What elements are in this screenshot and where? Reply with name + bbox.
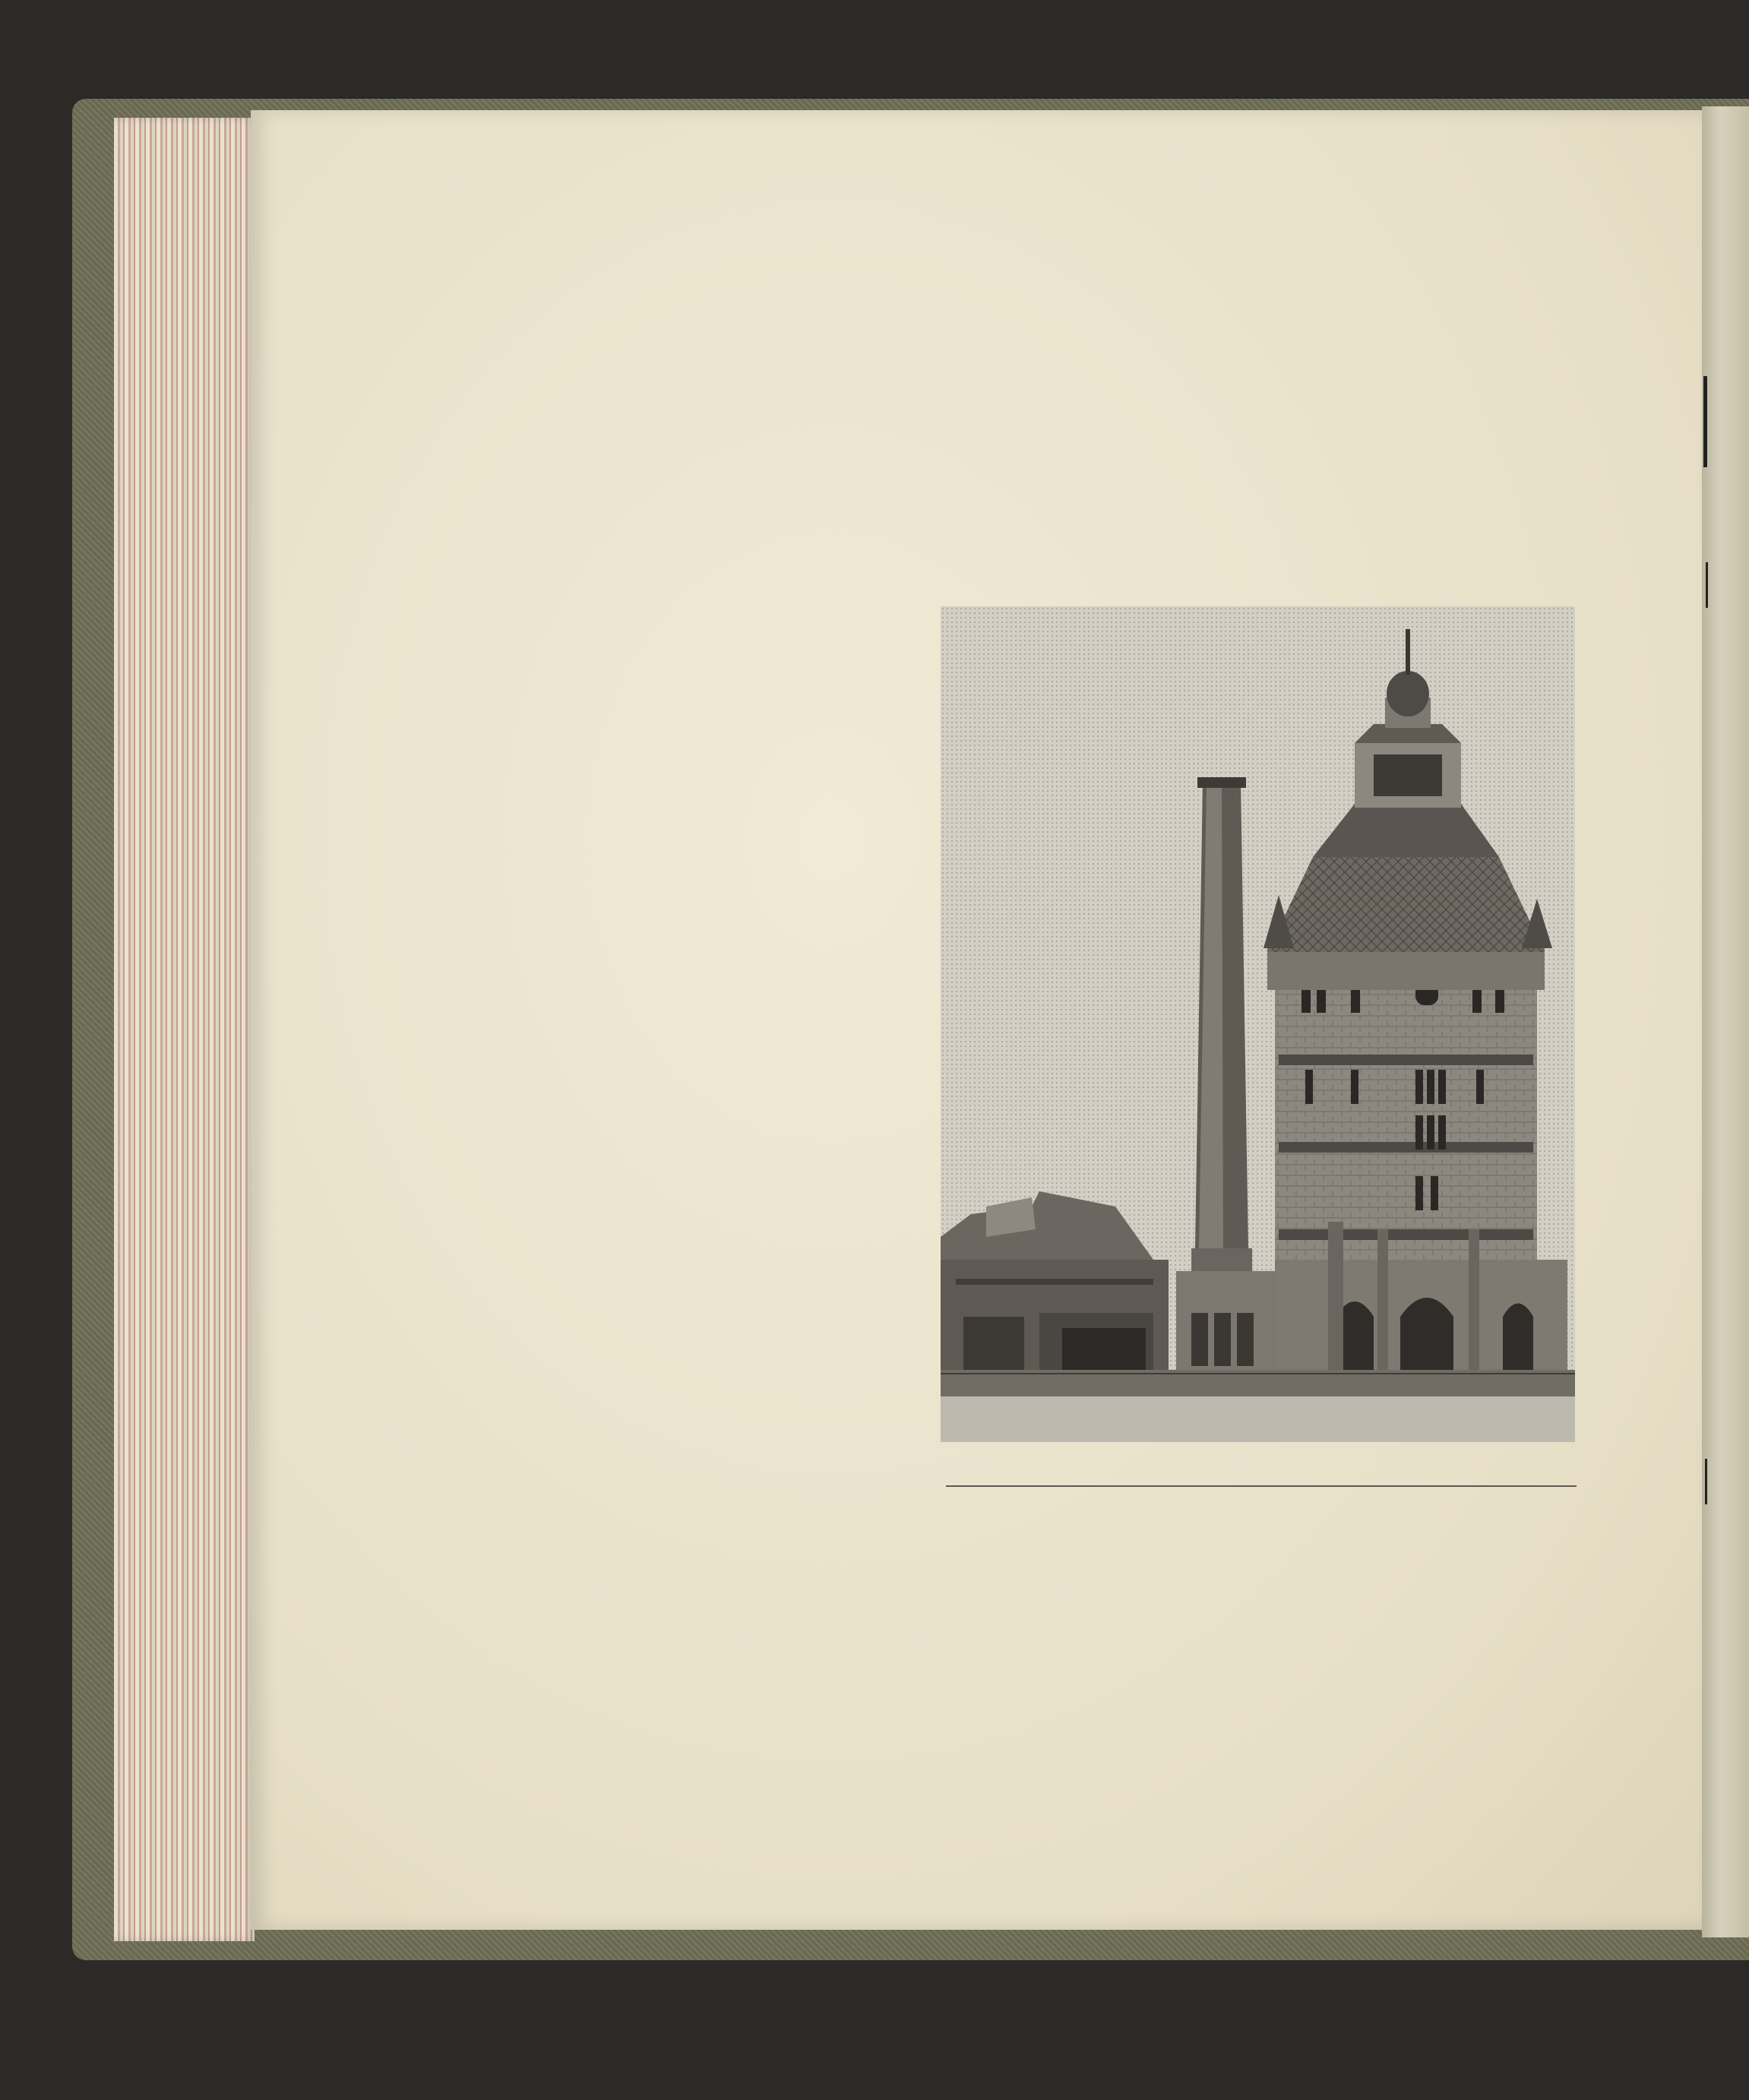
- page-edges: [114, 118, 255, 1941]
- photo-rule: [946, 1485, 1577, 1487]
- next-page-edge: [1702, 106, 1749, 1937]
- water-tower-photo: [941, 606, 1575, 1442]
